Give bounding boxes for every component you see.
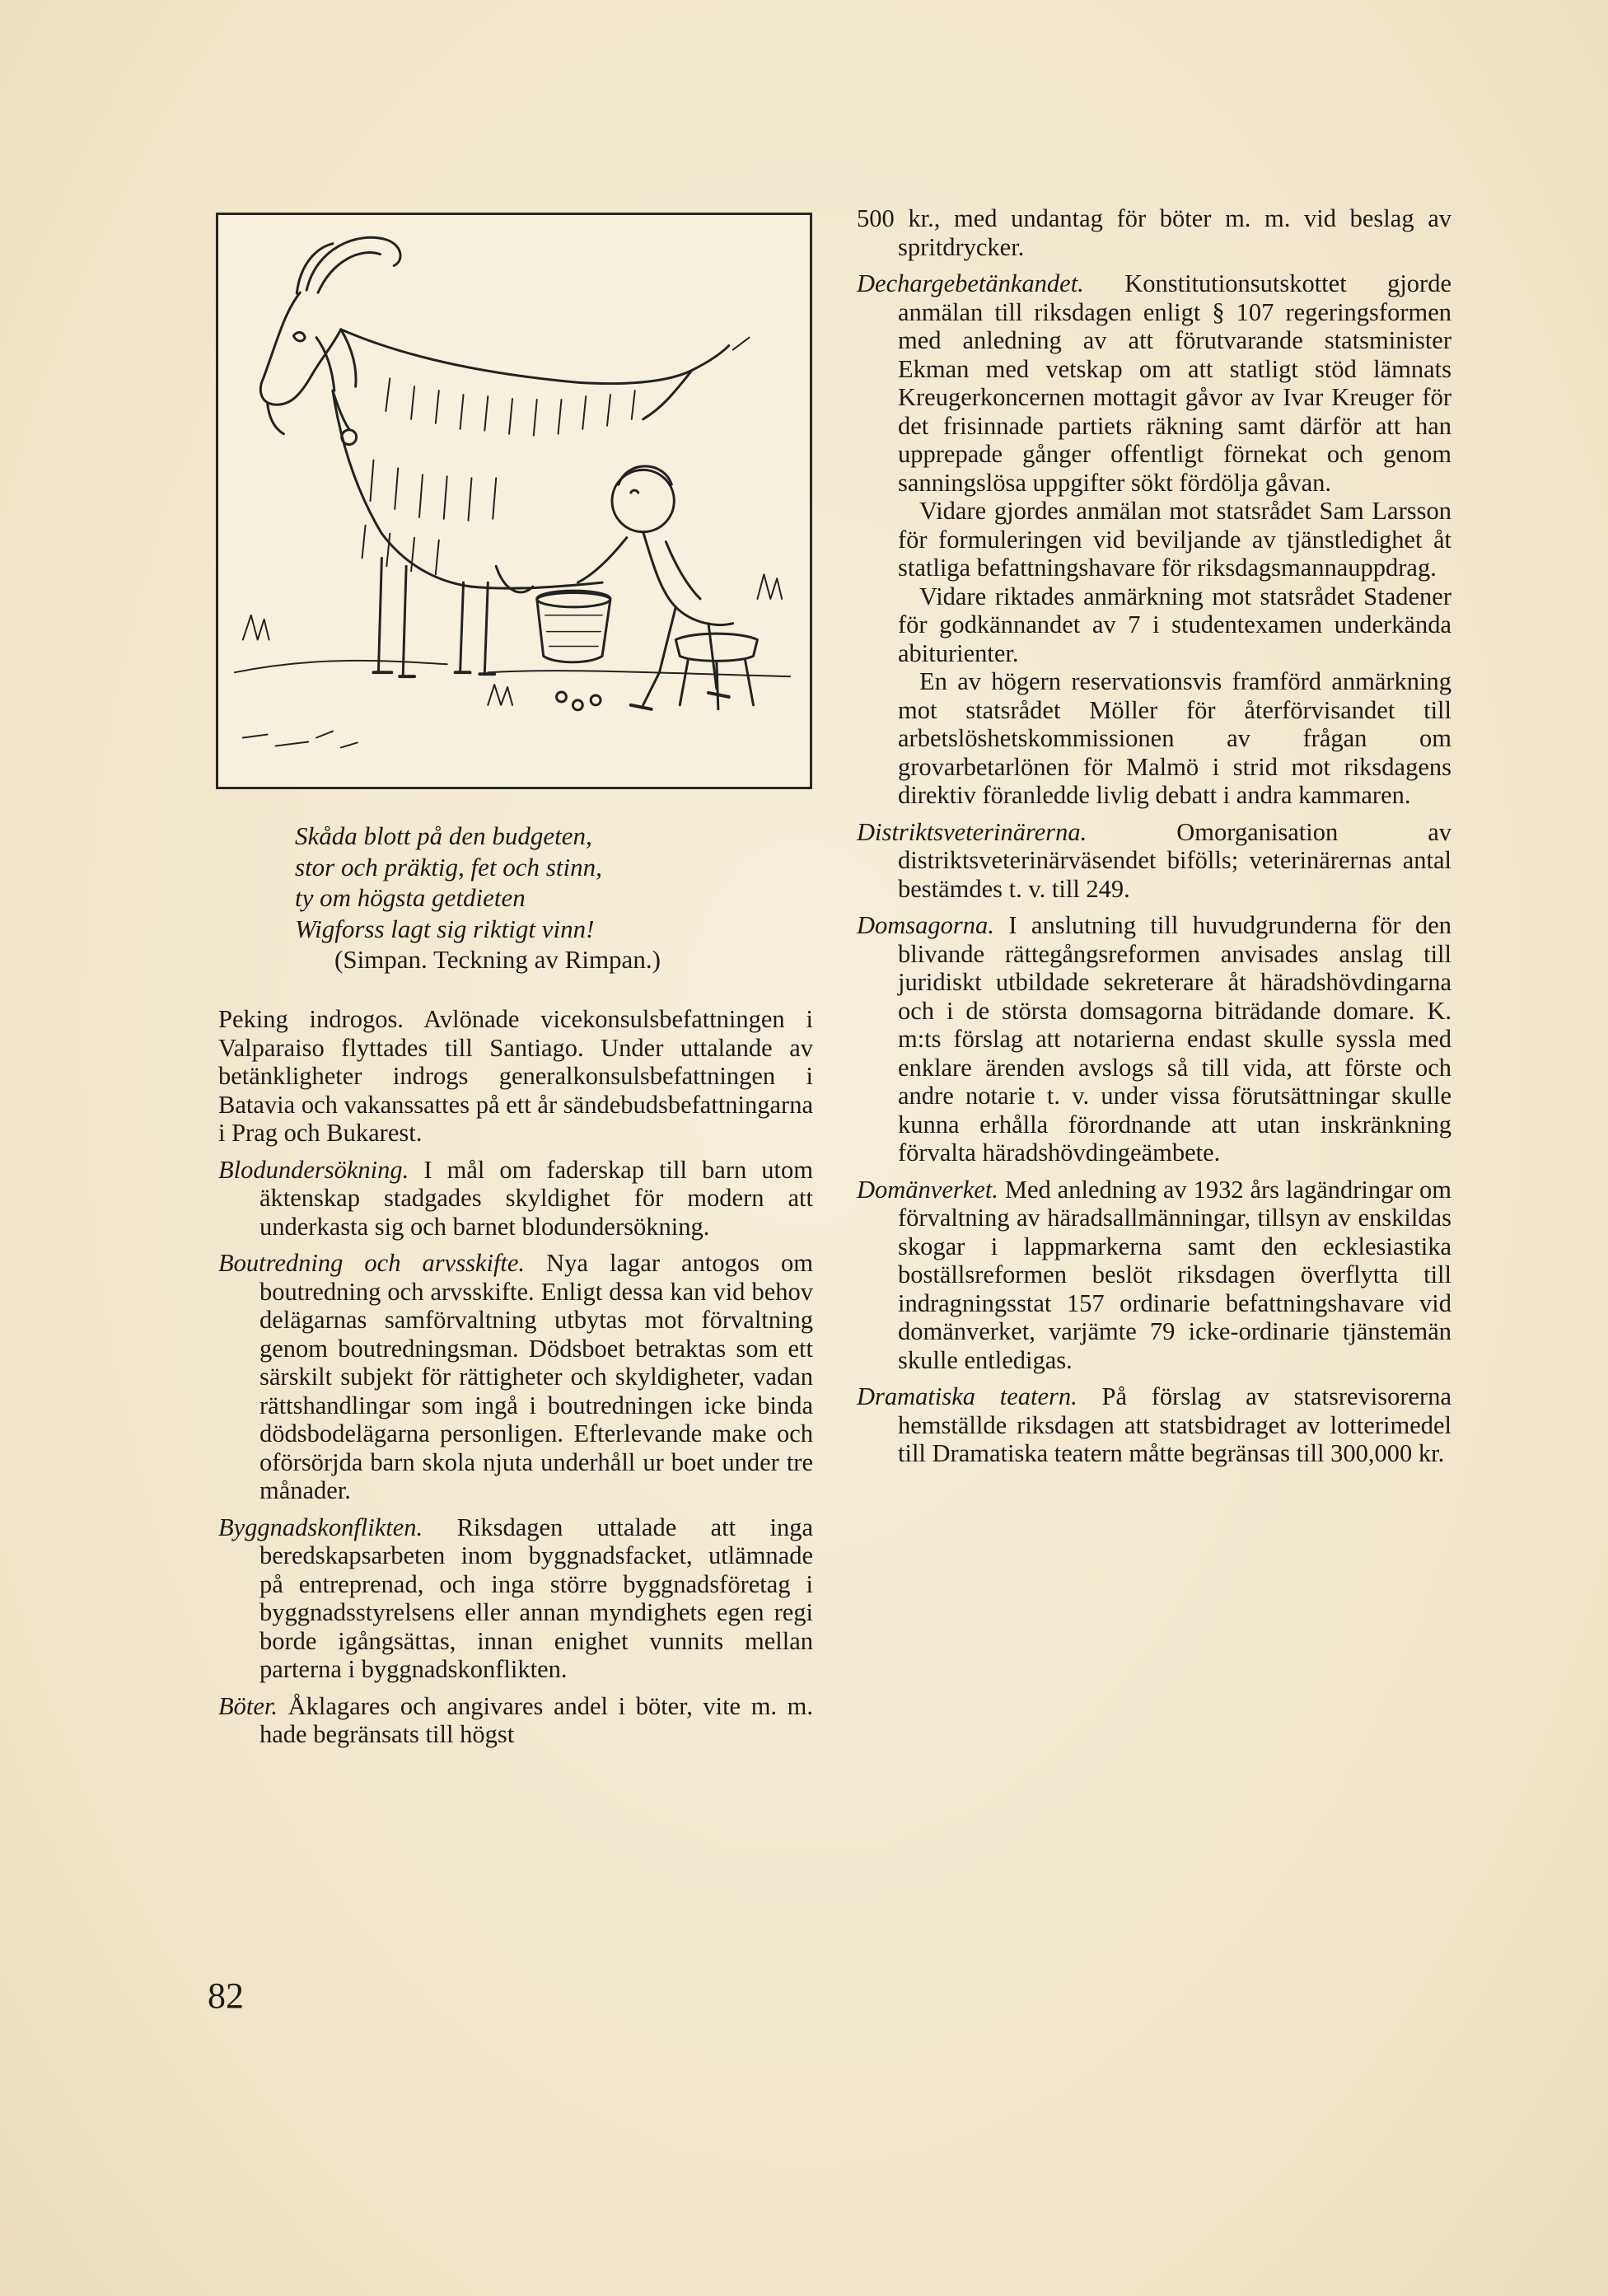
caption-verse-2: stor och präktig, fet och stinn, (295, 852, 602, 881)
entry-term: Domsagorna. (857, 911, 994, 939)
entry-term: Böter. (218, 1691, 278, 1720)
entry-distriktsveterinarerna (857, 818, 1451, 904)
entry-text: I mål om faderskap till barn utom äktenskap stadgades skyldighet för modern att underkasta sig och barnet blodundersökning. (259, 1155, 813, 1241)
entry-text: Åklagares och angivares andel i böter, vite m. m. hade begränsats till högst (259, 1691, 813, 1748)
left-column (218, 1005, 813, 1757)
goat-milking-illustration (216, 213, 812, 789)
entry-dechargebetankandet (857, 269, 1451, 497)
entry-domanverket (857, 1176, 1451, 1375)
right-column (857, 204, 1451, 1476)
entry-term: Domänverket. (857, 1175, 998, 1204)
entry-term: Distriktsveterinärerna. (857, 817, 1087, 846)
entry-text: Med anledning av 1932 års lagändringar om förvaltning av häradsallmänningar, tillsyn av enskildas skogar i lappmarkerna samt den ecklesiastika boställsreformen beslöt riksdagen överflytta till indragningsstat 157 ordinarie befattningshavare vid domänverket, varjämte 79 icke-ordinarie tjänstemän skulle entledigas. (898, 1175, 1451, 1374)
caption-credit: (Simpan. Teckning av Rimpan.) (334, 945, 661, 974)
entry-term: Dramatiska teatern. (857, 1382, 1077, 1410)
page-number: 82 (208, 1976, 244, 2016)
entry-text: På förslag av statsrevisorerna hemställde riksdagen att statsbidraget av lotterimedel till Dramatiska teatern måtte begränsas till 300,000 kr. (898, 1382, 1452, 1467)
goat-drawing (218, 215, 810, 787)
entry-boutredning (218, 1249, 813, 1505)
entry-text: Omorganisation av distriktsveterinärväsendet bifölls; veterinärernas antal bestämdes t. v. till 249. (898, 817, 1451, 903)
entry-boter (218, 1692, 813, 1749)
entry-term: Byggnadskonflikten. (218, 1513, 423, 1541)
entry-dramatiska-teatern (857, 1382, 1451, 1468)
caption-verse-4: Wigforss lagt sig riktigt vinn! (295, 914, 595, 943)
caption-verse-3: ty om högsta getdieten (295, 883, 526, 912)
decharge-followup-2: Vidare riktades anmärkning mot statsrådet Stadener för godkännandet av 7 i studentexamen underkända abiturienter. (898, 582, 1451, 667)
entry-text: Nya lagar antogos om boutredning och arvsskifte. Enligt dessa kan vid behov delägarnas samförvaltning utbytas mot förvaltning genom boutredningsman. Dödsboet betraktas som ett särskilt subjekt för rättigheter och skyldigheter, vadan rättshandlingar som ingå i boutredningen icke binda dödsbodelägarna personligen. Efterlevande make och oförsörjda barn skola njuta underhåll ur boet under tre månader. (259, 1249, 813, 1504)
entry-blodundersokning (218, 1156, 813, 1242)
entry-term: Blodundersökning. (218, 1155, 409, 1184)
entry-text: I anslutning till huvudgrunderna för den blivande rättegångsreformen anvisades anslag till juridiskt utbildade sekreterare åt häradshövdingarna och i de största domsagorna biträdande domare. K. m:ts förslag att notarierna endast skulle syssla med enklare ärenden avslogs så till vida, att förste och andre notarie t. v. under vissa förutsättningar skulle kunna erhålla förordnande att utan inskränkning förvalta häradshövdingeämbete. (898, 911, 1452, 1167)
decharge-followup-1: Vidare gjordes anmälan mot statsrådet Sam Larsson för formuleringen vid beviljande av tjänstledighet åt statliga befattningshavare för riksdagsmannauppdrag. (898, 497, 1451, 582)
caption-verse-1: Skåda blott på den budgeten, (295, 821, 592, 850)
entry-term: Dechargebetänkandet. (857, 269, 1084, 297)
entry-text: Konstitutionsutskottet gjorde anmälan till riksdagen enligt § 107 regeringsformen med anledning av att förutvarande statsminister Ekman med vetskap om att statligt stöd lämnats Kreugerkoncernen mottagit gåvor av Ivar Kreuger för det frisinnade partiets räkning samt därför att han upprepade gånger offentligt förnekat och genom sanningslösa uppgifter sökt fördölja gåvan. (898, 269, 1452, 497)
entry-domsagorna (857, 911, 1451, 1167)
entry-text: Riksdagen uttalade att inga beredskapsarbeten inom byggnadsfacket, utlämnade på entreprenad, och inga större byggnadsföretag i byggnadsstyrelsens eller annan myndighets egen regi borde igångsättas, innan enighet vunnits mellan parterna i byggnadskonflikten. (259, 1513, 814, 1683)
right-continuation: 500 kr., med undantag för böter m. m. vid beslag av spritdrycker. (857, 204, 1451, 261)
left-intro: Peking indrogos. Avlönade vicekonsulsbefattningen i Valparaiso flyttades till Santiago. Under uttalande av betänkligheter indrogs generalkonsulsbefattningen i Batavia och vakanssattes på ett år sändebudsbefattningarna i Prag och Bukarest. (218, 1005, 813, 1147)
decharge-followup-3: En av högern reservationsvis framförd anmärkning mot statsrådet Möller för återförvisandet till arbetslöshetskommissionen av frågan om grovarbetarlönen för Malmö i strid mot riksdagens direktiv föranledde livlig debatt i andra kammaren. (898, 667, 1451, 809)
entry-term: Boutredning och arvsskifte. (218, 1249, 526, 1277)
entry-byggnadskonflikten (218, 1513, 813, 1684)
illustration-caption (295, 821, 756, 975)
